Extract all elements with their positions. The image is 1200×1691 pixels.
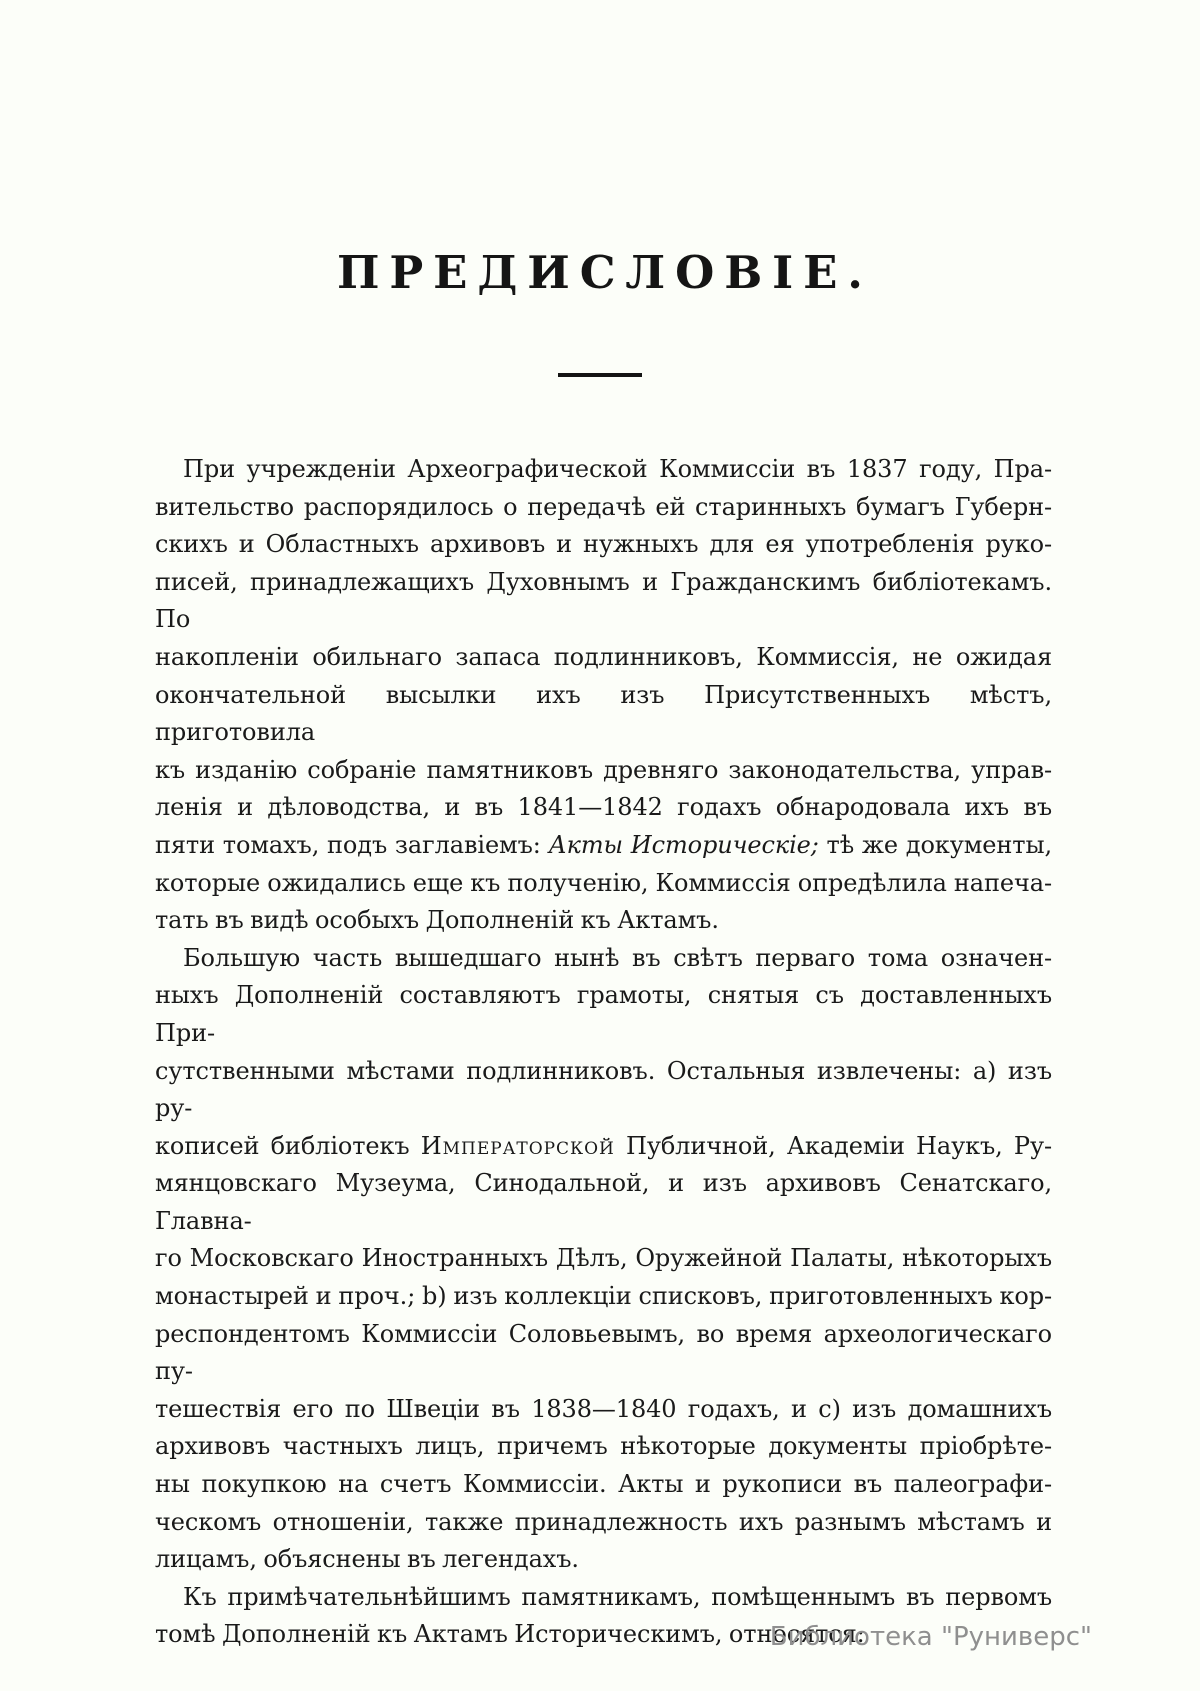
text-line [155, 1165, 1052, 1240]
text-line [155, 639, 1052, 677]
paragraph [155, 451, 1052, 940]
text-line [155, 1428, 1052, 1466]
text-segment: лицамъ, объяснены въ легендахъ. [155, 1545, 579, 1574]
text-segment: тешествія его по Швеціи въ 1838—1840 годахъ, и c) изъ домашнихъ [155, 1394, 1052, 1423]
text-segment: ны покупкою на счетъ Коммиссіи. Акты и рукописи въ палеографи- [155, 1470, 1052, 1499]
paragraph [155, 940, 1052, 1579]
text-line [155, 451, 1052, 489]
text-segment: мянцовскаго Музеума, Синодальной, и изъ архивовъ Сенатскаго, Главна- [155, 1169, 1052, 1235]
text-segment: При учрежденіи Археографической Коммиссіи въ 1837 году, Пра- [183, 455, 1052, 483]
text-segment: Къ примѣчательнѣйшимъ памятникамъ, помѣщеннымъ въ первомъ [183, 1582, 1052, 1611]
text-line [155, 1240, 1052, 1278]
text-line [155, 977, 1052, 1052]
text-line [155, 827, 1052, 865]
page-title: ПРЕДИСЛОВІЕ. [337, 246, 873, 299]
text-segment: сутственными мѣстами подлинниковъ. Остальныя извлечены: а) изъ ру- [155, 1056, 1052, 1123]
text-segment: архивовъ частныхъ лицъ, причемъ нѣкоторые документы пріобрѣте- [155, 1432, 1052, 1461]
text-line [155, 1128, 1052, 1166]
text-line [155, 526, 1052, 564]
text-line [155, 677, 1052, 752]
text-line [155, 940, 1052, 978]
smallcaps-text-segment: Императорской [420, 1131, 615, 1160]
text-line [155, 1541, 1052, 1579]
text-segment: респондентомъ Коммиссіи Соловьевымъ, во время археологическаго пу- [155, 1319, 1052, 1386]
text-line [155, 865, 1052, 903]
text-line [155, 1278, 1052, 1316]
text-line [155, 789, 1052, 827]
text-line [155, 752, 1052, 790]
text-segment: ленія и дѣловодства, и въ 1841—1842 годахъ обнародовала ихъ въ [155, 793, 1052, 822]
text-segment: писей, принадлежащихъ Духовнымъ и Гражданскимъ библіотекамъ. По [155, 567, 1052, 634]
text-segment: ныхъ Дополненій составляютъ грамоты, снятыя съ доставленныхъ При- [155, 981, 1052, 1047]
preface-text [155, 451, 1052, 1654]
text-line [155, 564, 1052, 639]
text-segment: ческомъ отношеніи, также принадлежность ихъ разнымъ мѣстамъ и [155, 1507, 1052, 1536]
library-watermark: Библиотека "Руниверс" [769, 1622, 1092, 1652]
text-segment: тать въ видѣ особыхъ Дополненій къ Актамъ. [155, 906, 719, 935]
text-segment: окончательной высылки ихъ изъ Присутственныхъ мѣстъ, приготовила [155, 680, 1052, 747]
text-line [155, 1053, 1052, 1128]
text-segment: томѣ Дополненій къ Актамъ Историческимъ, относятся: [155, 1620, 865, 1649]
text-line [155, 1316, 1052, 1391]
text-line [155, 902, 1052, 940]
text-segment: накопленіи обильнаго запаса подлинниковъ, Коммиссія, не ожидая [155, 642, 1052, 671]
text-segment: тѣ же документы, [818, 830, 1052, 859]
text-line [155, 1391, 1052, 1429]
text-segment: Публичной, Академіи Наукъ, Ру- [614, 1131, 1052, 1160]
title-divider [558, 373, 642, 377]
text-segment: къ изданію собраніе памятниковъ древняго законодательства, управ- [155, 755, 1052, 784]
text-segment: го Московскаго Иностранныхъ Дѣлъ, Оружейной Палаты, нѣкоторыхъ [155, 1244, 1052, 1273]
text-segment: скихъ и Областныхъ архивовъ и нужныхъ для ея употребленія руко- [155, 530, 1052, 559]
text-segment: кописей библіотекъ [155, 1131, 421, 1160]
text-segment: монастырей и проч.; b) изъ коллекціи списковъ, приготовленныхъ кор- [155, 1282, 1052, 1311]
text-line [155, 489, 1052, 527]
text-segment: которые ожидались еще къ полученію, Коммиссія опредѣлила напеча- [155, 868, 1052, 897]
text-line [155, 1579, 1052, 1617]
text-segment: вительство распорядилось о передачѣ ей старинныхъ бумагъ Губерн- [155, 492, 1052, 521]
italic-text-segment: Акты Историческіе; [548, 830, 819, 859]
text-line [155, 1504, 1052, 1542]
text-line [155, 1466, 1052, 1504]
text-segment: пяти томахъ, подъ заглавіемъ: [155, 830, 549, 859]
text-segment: Большую часть вышедшаго нынѣ въ свѣтъ перваго тома означен- [183, 943, 1052, 972]
